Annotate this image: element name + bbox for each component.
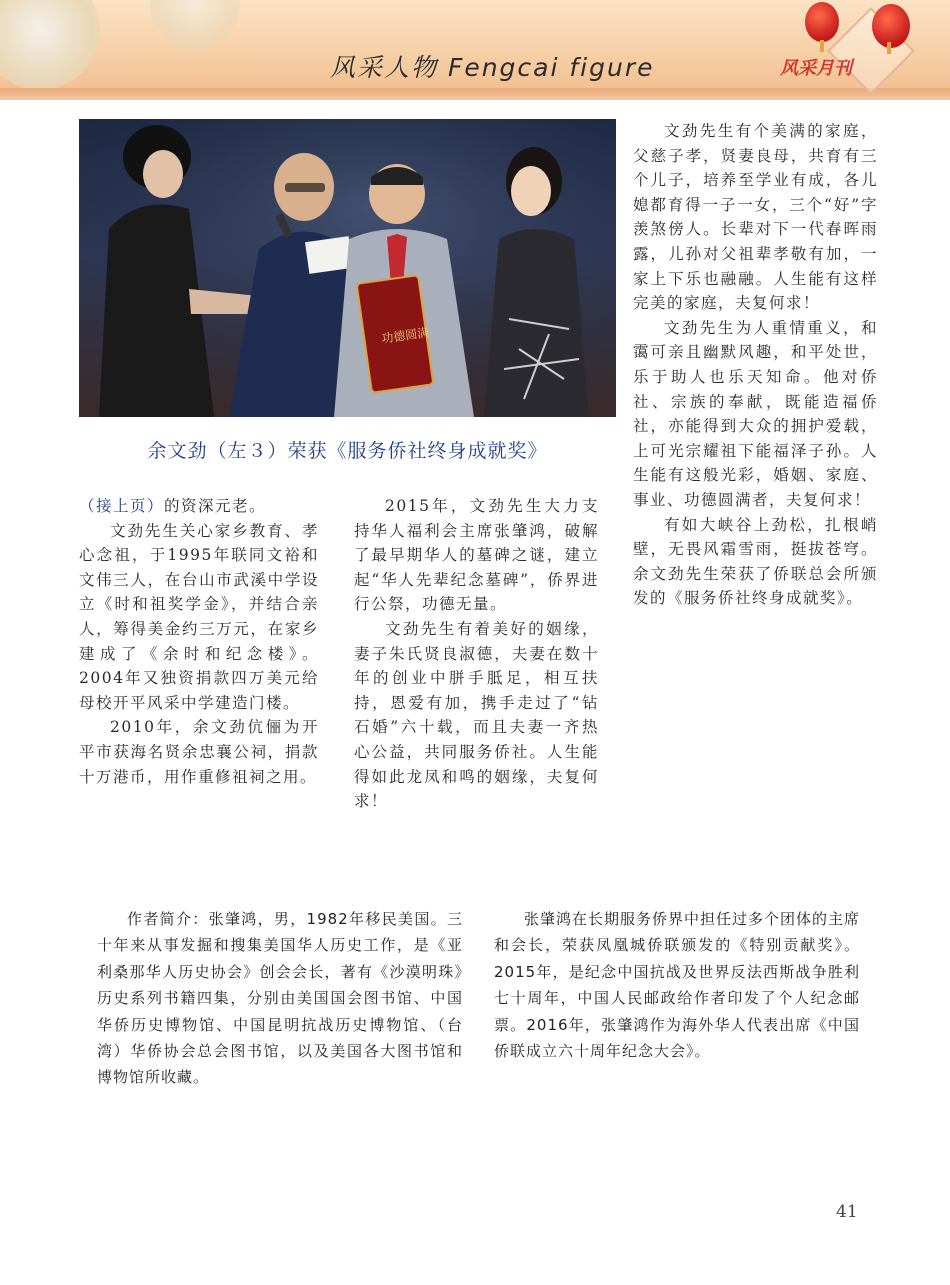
author-bio-right bbox=[494, 906, 860, 1064]
article-column-3 bbox=[633, 119, 878, 611]
lantern-icon bbox=[872, 4, 910, 48]
continued-marker: （接上页） bbox=[79, 497, 165, 515]
column-3-paragraph-1: 文劲先生有个美满的家庭，父慈子孝，贤妻良母，共育有三个儿子，培养至学业有成，各儿媳都育得一子一女，三个“好”字羡煞傍人。长辈对下一代春晖雨露，儿孙对父祖辈孝敬有加，一家上下乐也融融。人生能有这样完美的家庭，夫复何求！ bbox=[633, 122, 878, 313]
author-bio-left bbox=[97, 906, 463, 1091]
author-bio-right-text: 张肇鸿在长期服务侨界中担任过多个团体的主席和会长，荣获凤凰城侨联颁发的《特别贡献奖》。2015年，是纪念中国抗战及世界反法西斯战争胜利七十周年，中国人民邮政给作者印发了个人纪念邮票。2016年，张肇鸿作为海外华人代表出席《中国侨联成立六十周年纪念大会》。 bbox=[494, 910, 861, 1061]
article-column-1 bbox=[79, 494, 319, 789]
page-header bbox=[0, 0, 950, 100]
column-1-paragraph-3: 2010年，余文劲伉俪为开平市获海名贤余忠襄公祠，捐款十万港币，用作重修祖祠之用。 bbox=[79, 718, 319, 786]
decorative-flower bbox=[150, 0, 240, 50]
award-photo bbox=[79, 119, 616, 417]
column-1-paragraph-1 bbox=[79, 494, 319, 519]
decorative-flower bbox=[0, 0, 100, 90]
column-3-paragraph-3: 有如大峡谷上劲松，扎根峭壁，无畏风霜雪雨，挺拔苍穹。余文劲先生荣获了侨联总会所颁发的《服务侨社终身成就奖》。 bbox=[633, 515, 878, 608]
header-band bbox=[0, 88, 950, 100]
column-1-paragraph-2: 文劲先生关心家乡教育、孝心念祖，于1995年联同文裕和文伟三人，在台山市武溪中学设立《时和祖奖学金》，并结合亲人，筹得美金约三万元，在家乡建成了《余时和纪念楼》。2004年又独资捐款四万美元给母校开平风采中学建造门楼。 bbox=[79, 521, 319, 712]
award-photo-illustration bbox=[79, 119, 616, 417]
section-title: 风采人物 Fengcai figure bbox=[330, 53, 655, 82]
magazine-brand: 风采月刊 bbox=[780, 58, 852, 79]
plaque-text: 功德圆满 bbox=[380, 325, 431, 346]
author-bio-left-text: 作者简介：张肇鸿，男，1982年移民美国。三十年来从事发掘和搜集美国华人历史工作，是《亚利桑那华人历史协会》创会会长，著有《沙漠明珠》历史系列书籍四集，分别由美国国会图书馆、中国华侨历史博物馆、中国昆明抗战历史博物馆、（台湾）华侨协会总会图书馆，以及美国各大图书馆和博物馆所收藏。 bbox=[97, 910, 463, 1087]
photo-caption: 余文劲（左３）荣获《服务侨社终身成就奖》 bbox=[147, 440, 548, 462]
column-2-paragraph-2: 文劲先生有着美好的姻缘，妻子朱氏贤良淑德，夫妻在数十年的创业中胼手胝足，相互扶持，恩爱有加，携手走过了“钻石婚”六十载，而且夫妻一齐热心公益，共同服务侨社。人生能得如此龙凤和鸣的姻缘，夫复何求！ bbox=[354, 619, 599, 811]
column-2-paragraph-1: 2015年，文劲先生大力支持华人福利会主席张肇鸿，破解了最早期华人的墓碑之谜，建立起“华人先辈纪念墓碑”，侨界进行公祭，功德无量。 bbox=[354, 497, 599, 614]
column-3-paragraph-2: 文劲先生为人重情重义，和霭可亲且幽默风趣，和平处世，乐于助人也乐天知命。他对侨社、宗族的奉献，既能造福侨社，亦能得到大众的拥护爱载，上可光宗耀祖下能福泽子孙。人生能有这般光彩，婚姻、家庭、事业、功德圆满者，夫复何求！ bbox=[633, 318, 878, 509]
article-column-2 bbox=[354, 494, 599, 814]
continued-text: 的资深元老。 bbox=[164, 497, 267, 515]
lantern-icon bbox=[805, 2, 839, 42]
page-number: 41 bbox=[836, 1202, 858, 1222]
